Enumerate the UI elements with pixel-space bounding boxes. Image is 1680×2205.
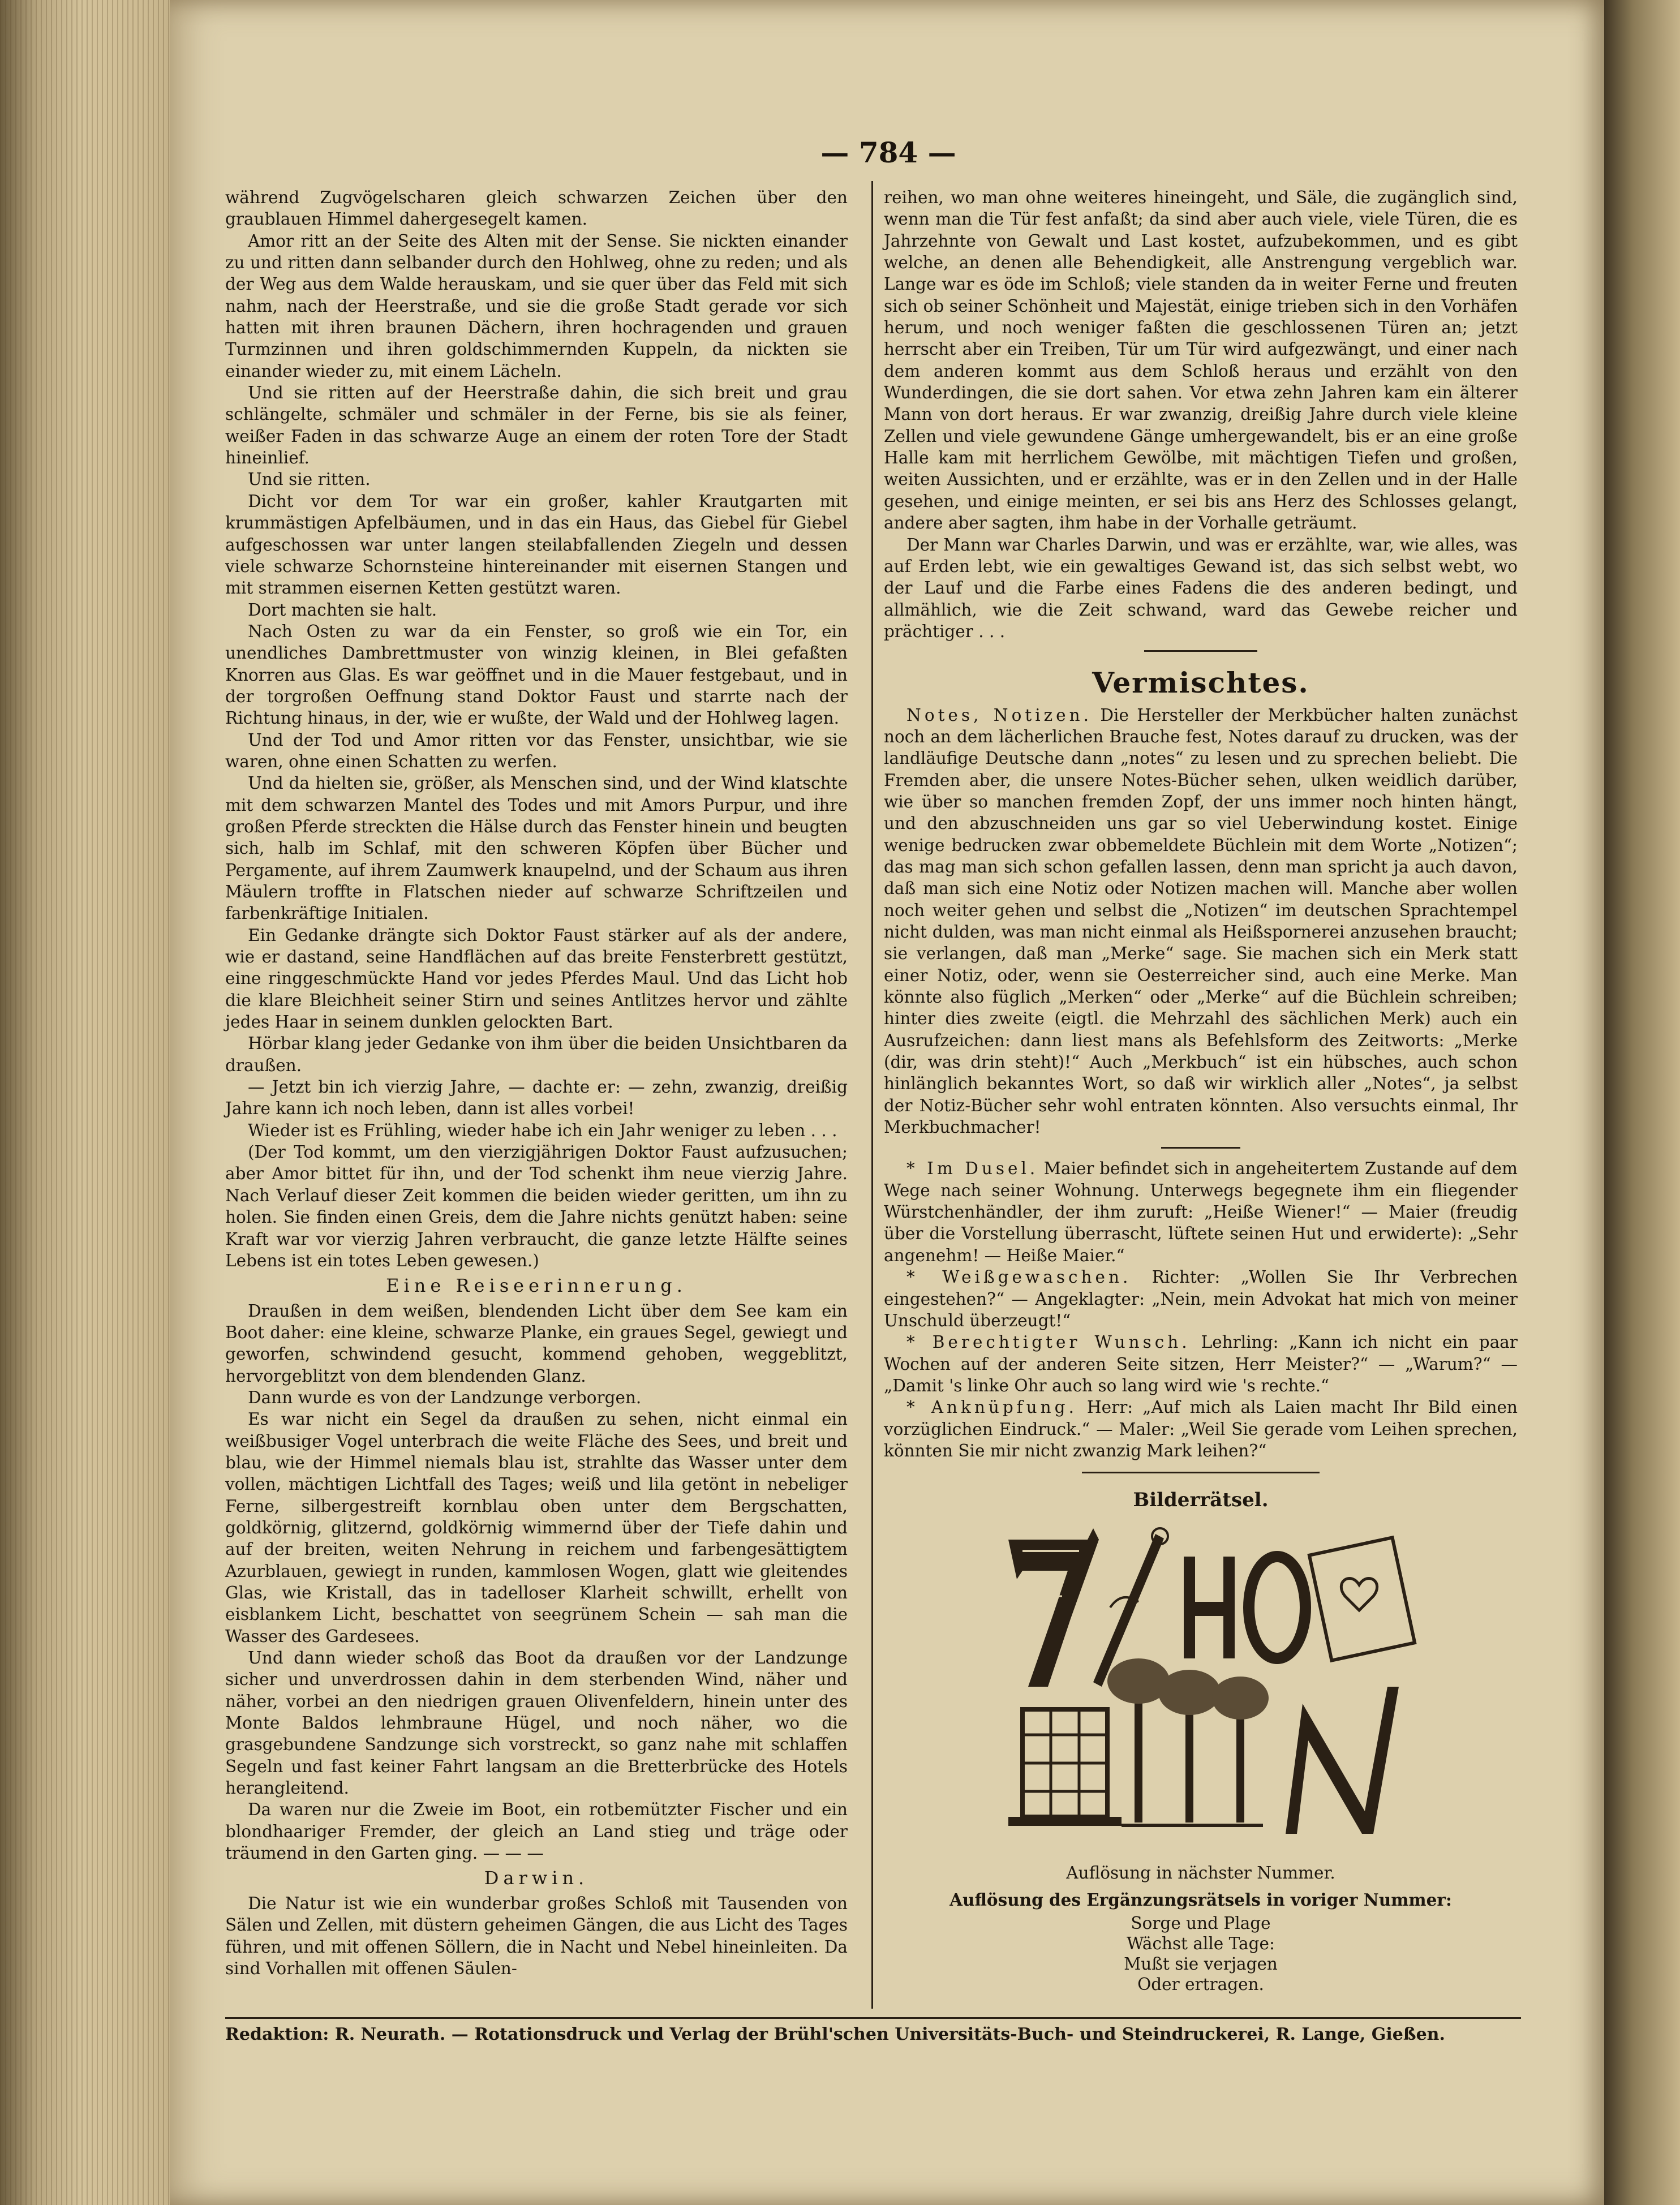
paragraph: Und sie ritten. [248, 470, 371, 489]
joke-text: Herr: „Auf mich als Laien macht Ihr Bild einen vorzüglichen Eindruck.“ — Maler: „Weil Sie gerade vom Leihen sprechen, könnten Sie mir nicht zwanzig Mark leihen?“ [884, 1398, 1518, 1460]
paragraph: Und der Tod und Amor ritten vor das Fenster, unsichtbar, wie sie waren, ohne einen Schatten zu werfen. [225, 730, 848, 771]
rebus-letter-n [1286, 1687, 1399, 1834]
subheading: Eine Reiseerinnerung. [386, 1275, 687, 1297]
joke-text: Richter: „Wollen Sie Ihr Verbrechen eingestehen?“ — Angeklagter: „Nein, mein Advokat hat mich von meiner Unschuld überzeugt!“ [884, 1267, 1518, 1330]
poem-line: Wächst alle Tage: [1127, 1934, 1275, 1954]
rebus-window-icon [1008, 1709, 1122, 1826]
paragraph: (Der Tod kommt, um den vierzigjährigen Doktor Faust aufzusuchen; aber Amor bittet für ihn, und der Tod schenkt ihm neue vierzig Jahre. Nach Verlauf dieser Zeit kommen die beiden wieder geritten, um ihn zu holen. Sie finden einen Greis, dem die Jahre nichts genützt haben: seine Kraft war vor vierzig Jahren verbraucht, die ganze letzte Hälfte seines Lebens ist ein totes Leben gewesen.) [225, 1142, 848, 1270]
right-column [884, 187, 1518, 1995]
paragraph: Dort machten sie halt. [248, 600, 437, 620]
joke-item [884, 1396, 1518, 1462]
rebus-letter-h [1184, 1557, 1235, 1658]
jokes-list [884, 1158, 1518, 1462]
notes-lead: Notes, Notizen. [906, 705, 1093, 725]
poem-line: Sorge und Plage [1131, 1914, 1271, 1933]
paragraph: Und sie ritten auf der Heerstraße dahin, die sich breit und grau schlängelte, schmäler und schmäler in der Ferne, bis sie als feiner, weißer Faden in das schwarze Auge an einem der roten Tore der Stadt hineinlief. [225, 383, 848, 468]
rebus-seven-icon [1008, 1528, 1099, 1687]
paragraph: Nach Osten zu war da ein Fenster, so groß wie ein Tor, ein unendliches Dambrettmuster von winzig kleinen, in Blei gefaßten Knorren aus Glas. Es war geöffnet und in die Mauer festgebaut, und in der torgroßen Oeffnung stand Doktor Faust und starrte nach der Richtung hinaus, in der, wie er wußte, der Wald und der Hohlweg lagen. [225, 621, 848, 728]
rebus-heart-card-icon [1309, 1537, 1415, 1660]
paragraph: reihen, wo man ohne weiteres hineingeht, und Säle, die zugänglich sind, wenn man die Tür fest anfaßt; da sind aber auch viele, viele Türen, die es Jahrzehnte von Gewalt und Last kostet, aufzubekommen, und es gibt welche, an denen alle Behendigkeit, alle Anstrengung vergeblich war. Lange war es öde im Schloß; viele standen da in weiter Ferne und freuten sich ob seiner Schönheit und Majestät, einige trieben sich in den Vorhäfen herum, und noch weniger faßten die geschlossenen Türen an; jetzt herrscht aber ein Treiben, Tür um Tür wird aufgezwängt, und einer nach dem anderen kommt aus dem Schloß heraus und erzählt von den Wunderdingen, die sie dort sahen. Vor etwa zehn Jahren kam ein älterer Mann von dort heraus. Er war zwanzig, dreißig Jahre durch viele kleine Zellen und viele gewundene Gänge umhergewandelt, bis er an eine große Halle kam mit herrlichem Gewölbe, mit mächtigen Tiefen und großen, weiten Aussichten, und er erzählte, was er in den Zellen und in der Halle gesehen, und einige meinten, er sei bis ans Herz des Schlosses gelangt, andere aber sagten, ihm habe in der Vorhalle geträumt. [884, 188, 1518, 533]
poem-line: Mußt sie verjagen [1124, 1954, 1278, 1974]
left-column [225, 187, 848, 1979]
joke-text: Lehrling: „Kann ich nicht ein paar Wochen auf der anderen Seite sitzen, Herr Meister?“ — „Warum?“ — „Damit 's linke Ohr auch so lang wird wie 's rechte.“ [884, 1333, 1518, 1395]
paragraph: Hörbar klang jeder Gedanke von ihm über die beiden Unsichtbaren da draußen. [225, 1034, 848, 1075]
joke-text: Maier befindet sich in angeheitertem Zustande auf dem Wege nach seiner Wohnung. Unterwegs begegnete ihm ein fliegender Würstchenhändler, der ihm zuruft: „Heiße Wiener!“ — Maier (freudig über die Vorstellung überrascht, lüftete seinen Hut und erwiderte): „Sehr angenehm! — Heiße Maier.“ [884, 1159, 1518, 1265]
notes-text: Die Hersteller der Merkbücher halten zunächst noch an dem lächerlichen Brauche fest, Notes darauf zu drucken, was der landläufige Deutsche dann „notes“ zu lesen und zu sprechen beliebt. Die Fremden aber, die unsere Notes-Bücher sehen, ulken weidlich darüber, wie über so manchen fremden Zopf, der uns immer noch hinten hängt, und den abzuschneiden uns gar so viel Ueberwindung kostet. Einige wenige bedrucken zwar obbemeldete Büchlein mit dem Worte „Notizen“; das mag man sich schon gefallen lassen, denn man spricht ja auch davon, daß man sich eine Notiz oder Notizen machen will. Manche aber wollen noch weiter gehen und selbst die „Notizen“ im deutschen Sprachtempel nicht dulden, was man nicht einmal als Heißspornerei anzusehen braucht; sie verlangen, daß man „Merke“ sage. Sie machen sich ein Merk statt einer Notiz, oder, wenn sie Oesterreicher sind, auch eine Merke. Man könnte also füglich „Merken“ oder „Merke“ auf die Büchlein schreiben; hinter dies zweite (eigtl. die Mehrzahl des sächlichen Merk) auch ein Ausrufzeichen: dann liest mans als Befehlsform des Zeitworts: „Merke (dir, was drin steht)!“ Auch „Merkbuch“ ist ein hübsches, auch schon hinlänglich bekanntes Wort, so daß wir wirklich aller „Notes“, ja selbst der Notiz-Bücher sehr wohl entraten könnten. Also versuchts einmal, Ihr Merkbuchmacher! [884, 705, 1518, 1137]
previous-solution-title: Auflösung des Ergänzungsrätsels in voriger Nummer: [949, 1889, 1452, 1910]
column-divider [871, 181, 873, 2009]
paragraph: Ein Gedanke drängte sich Doktor Faust stärker auf als der andere, wie er dastand, seine Handflächen auf das breite Fensterbrett gestützt, eine ringgeschmückte Hand vor jedes Pferdes Maul. Und das Licht hob die klare Bleichheit seiner Stirn und seines Antlitzes hervor und zählte jedes Haar in seinem dunklen gelockten Bart. [225, 925, 848, 1032]
joke-item [884, 1266, 1518, 1331]
rebus-illustration [969, 1517, 1433, 1856]
paragraph: Draußen in dem weißen, blendenden Licht über dem See kam ein Boot daher: eine kleine, schwarze Planke, ein graues Segel, gewiegt und geworfen, schwindend gesucht, kommend gehoben, weggeblitzt, hervorgeblitzt von dem blendenden Glanz. [225, 1301, 848, 1386]
paragraph: während Zugvögelscharen gleich schwarzen Zeichen über den graublauen Himmel dahergesegelt kamen. [225, 188, 848, 229]
joke-title: * Berechtigter Wunsch. [906, 1333, 1191, 1352]
divider [1082, 1472, 1320, 1473]
paragraph: Wieder ist es Frühling, wieder habe ich ein Jahr weniger zu leben . . . [248, 1120, 837, 1140]
paragraph: Dicht vor dem Tor war ein großer, kahler Krautgarten mit krummästigen Apfelbäumen, und in das ein Haus, das Giebel für Giebel aufgeschossen war unter langen steilabfallenden Ziegeln und dessen viele schwarze Schornsteine hintereinander mit eisernen Stangen und mit strammen eisernen Ketten gestützt waren. [225, 491, 848, 598]
joke-item [884, 1331, 1518, 1396]
joke-item [884, 1158, 1518, 1266]
paragraph: Amor ritt an der Seite des Alten mit der Sense. Sie nickten einander zu und ritten dann selbander durch den Hohlweg, ohne zu reden; und als der Weg aus dem Walde herauskam, und sie quer über das Feld mit sich nahm, nach der Heerstraße, und sie die große Stadt gerade vor sich hatten mit ihren braunen Dächern, ihren hochragenden und grauen Turmzinnen und ihren goldschimmernden Kuppeln, da nickten sie einander wieder zu, mit einem Lächeln. [225, 231, 848, 381]
poem-line: Oder ertragen. [1137, 1975, 1264, 1995]
footer-rule [225, 2017, 1521, 2019]
divider [1161, 1147, 1240, 1149]
paragraph: Die Natur ist wie ein wunderbar großes Schloß mit Tausenden von Sälen und Zellen, mit düstern geheimen Gängen, die aus Licht des Tages führen, und mit offenen Söllern, die in Nacht und Nebel hineinleiten. Da sind Vorhallen mit offenen Säulen- [225, 1893, 848, 1978]
paragraph: Der Mann war Charles Darwin, und was er erzählte, war, wie alles, was auf Erden lebt, wie ein gewaltiges Gewand ist, das sich selbst webt, wo der Lauf und die Farbe eines Fadens die des anderen bedingt, und allmählich, wie die Zeit schwand, ward das Gewebe reicher und prächtiger . . . [884, 535, 1518, 641]
rebus-trees-icon [1107, 1658, 1269, 1825]
newspaper-page [170, 0, 1604, 2205]
rebus-letter-o [1249, 1557, 1305, 1658]
paragraph: Dann wurde es von der Landzunge verborgen. [248, 1387, 642, 1407]
paragraph: Und da hielten sie, größer, als Menschen sind, und der Wind klatschte mit dem schwarzen Mantel des Todes und mit Amors Purpur, und ihre großen Pferde streckten die Hälse durch das Fenster hinein und beugten sich, halb im Schlaf, mit den schweren Köpfen über Bücher und Pergamente, auf ihrem Zaumwerk knaupelnd, und der Schaum aus ihren Mäulern troffte in Flatschen nieder auf schwarze Schriftzeilen und farbenkräftige Initialen. [225, 773, 848, 923]
joke-title: * Weißgewaschen. [906, 1267, 1132, 1287]
darwin-continuation [884, 187, 1518, 642]
section-divider [1144, 650, 1257, 652]
rebus-title: Bilderrätsel. [1133, 1489, 1269, 1512]
rebus-caption: Auflösung in nächster Nummer. [1066, 1863, 1335, 1882]
page-number: — 784 — [820, 136, 956, 169]
paragraph: Es war nicht ein Segel da draußen zu sehen, nicht einmal ein weißbusiger Vogel unterbrach die weite Fläche des Sees, und breit und blau, wie der Himmel niemals blau ist, strahlte das Wasser unter dem vollen, mächtigen Lichtfall des Tages; weiß und lila getönt in nebeliger Ferne, silbergestreift kornblau oben unter dem Bergschatten, goldkörnig, glitzernd, goldkörnig wimmernd über der Tiefe dahin und auf der breiten, weiten Nehrung in reichem und farbengesättigtem Azurblauen, gewiegt in runden, kammlosen Wogen, glatt wie gleitendes Glas, wie Kristall, das in tadelloser Klarheit schwillt, erhellt von eisblankem Licht, beschattet von seegrünem Schein — sah man die Wasser des Gardesees. [225, 1409, 848, 1646]
paragraph: Da waren nur die Zweie im Boot, ein rotbemützter Fischer und ein blondhaariger Fremder, der gleich an Land stieg und träge oder träumend in den Garten ging. — — — [225, 1800, 848, 1863]
previous-solution-poem [884, 1913, 1518, 1995]
joke-title: * Im Dusel. [906, 1159, 1039, 1179]
notes-paragraph [884, 704, 1518, 1138]
subheading: Darwin. [484, 1867, 589, 1889]
paragraph: Und dann wieder schoß das Boot da draußen vor der Landzunge sicher und unverdrossen dahin in dem sterbenden Wind, näher und näher, vorbei an den niedrigen grauen Olivenfeldern, hinein unter des Monte Baldos lehmbraune Hügel, und noch näher, wo die grasgebundene Sandzunge sich vorstreckt, so ganz nahe mit schlaffen Segeln und fast keiner Fahrt langsam an die Bretterbrücke des Hotels herangleitend. [225, 1648, 848, 1798]
book-page-edge-right [1595, 0, 1680, 2205]
paragraph: — Jetzt bin ich vierzig Jahre, — dachte er: — zehn, zwanzig, dreißig Jahre kann ich noch leben, dann ist alles vorbei! [225, 1077, 848, 1119]
joke-title: * Anknüpfung. [906, 1398, 1077, 1417]
imprint-footer: Redaktion: R. Neurath. — Rotationsdruck und Verlag der Brühl'schen Universitäts-Buch- und Steindruckerei, R. Lange, Gießen. [225, 2025, 1445, 2044]
section-title: Vermischtes. [1092, 666, 1309, 700]
rebus-picture [884, 1517, 1518, 1862]
